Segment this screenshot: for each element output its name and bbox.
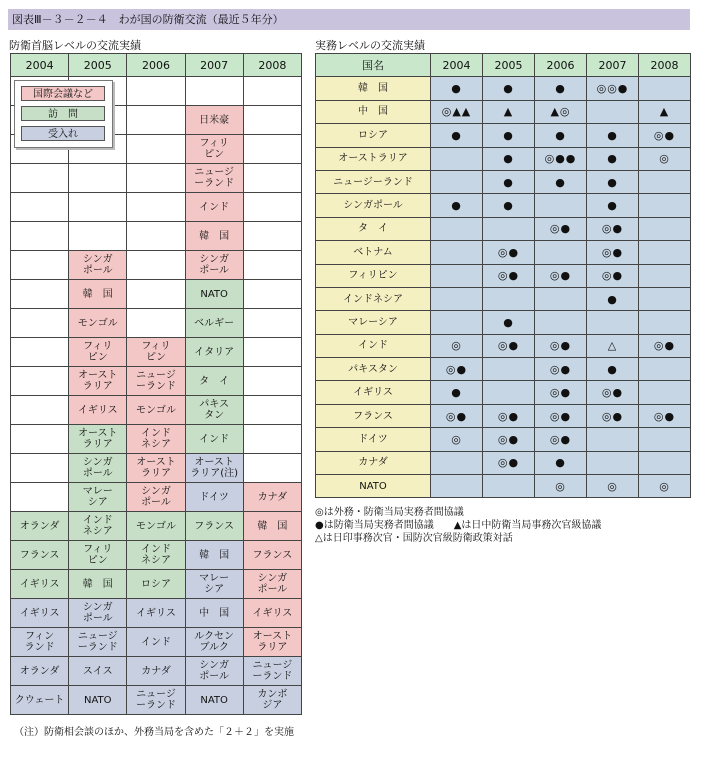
country-cell: フィリ ピン [127,338,185,367]
table-row [316,287,691,310]
table-row [316,124,691,147]
exchange-marks: ● [587,170,639,193]
exchange-marks: ▲ [483,100,535,123]
year-header: 2007 [185,54,243,77]
empty-cell [11,338,69,367]
country-name: タ イ [316,217,431,240]
country-cell: 韓 国 [185,222,243,251]
table-row [11,193,302,222]
table-row [11,657,302,686]
exchange-marks: ◎●● [535,147,587,170]
exchange-marks [587,428,639,451]
empty-cell [127,135,185,164]
exchange-marks: ▲◎ [535,100,587,123]
country-name: フランス [316,404,431,427]
year-header: 2005 [69,54,127,77]
exchange-marks [431,311,483,334]
legend [14,80,113,148]
table-row [11,599,302,628]
country-cell: フランス [185,512,243,541]
empty-cell [11,222,69,251]
table-row [11,164,302,193]
country-cell: NATO [185,686,243,715]
exchange-marks: ● [535,451,587,474]
exchange-marks: ◎● [431,358,483,381]
exchange-marks [431,264,483,287]
exchange-marks: ◎● [587,381,639,404]
empty-cell [11,396,69,425]
legend-visit: 訪 問 [21,106,105,121]
country-cell: イギリス [127,599,185,628]
exchange-marks: ● [535,77,587,100]
country-cell: カナダ [127,657,185,686]
table-row [316,358,691,381]
empty-cell [69,164,127,193]
exchange-marks: ● [535,124,587,147]
exchange-marks [431,241,483,264]
empty-cell [127,77,185,106]
exchange-marks [535,287,587,310]
exchange-marks: ◎ [431,428,483,451]
exchange-marks [483,287,535,310]
exchange-marks: ◎● [483,428,535,451]
exchange-marks: ◎ [587,475,639,498]
country-cell: 韓 国 [185,541,243,570]
empty-cell [243,222,301,251]
empty-cell [11,483,69,512]
note-line: △は日印事務次官・国防次官級防衛政策対話 [315,533,513,544]
exchange-marks: ◎● [535,404,587,427]
table-row [11,483,302,512]
year-header: 2008 [639,54,691,77]
country-cell: フィン ランド [11,628,69,657]
country-name: NATO [316,475,431,498]
country-name: シンガポール [316,194,431,217]
exchange-marks: ▲ [639,100,691,123]
country-cell: オランダ [11,512,69,541]
exchange-marks [483,475,535,498]
empty-cell [127,106,185,135]
country-cell: イギリス [11,570,69,599]
country-cell: カンボ ジア [243,686,301,715]
country-cell: スイス [69,657,127,686]
country-cell: フィリ ピン [185,135,243,164]
empty-cell [127,280,185,309]
exchange-marks [639,311,691,334]
country-cell: イギリス [69,396,127,425]
country-cell: フィリ ピン [69,541,127,570]
table-row [11,512,302,541]
exchange-marks: ● [483,311,535,334]
empty-cell [11,251,69,280]
country-cell: ルクセン ブルク [185,628,243,657]
exchange-marks: ◎● [483,451,535,474]
exchange-marks [639,77,691,100]
empty-cell [243,106,301,135]
year-header: 2006 [535,54,587,77]
exchange-marks: ◎● [483,334,535,357]
table-row [316,311,691,334]
empty-cell [185,77,243,106]
country-cell: 韓 国 [243,512,301,541]
country-cell: ニュージ ーランド [69,628,127,657]
year-header: 2007 [587,54,639,77]
empty-cell [127,164,185,193]
table-row [11,396,302,425]
table-row [11,280,302,309]
country-cell: イギリス [243,599,301,628]
legend-reception: 受入れ [21,126,105,141]
country-name: インドネシア [316,287,431,310]
exchange-marks: ◎● [587,404,639,427]
country-cell: オースト ラリア [243,628,301,657]
country-cell: インド ネシア [127,541,185,570]
country-cell: オースト ラリア [127,454,185,483]
exchange-marks: ◎● [535,428,587,451]
exchange-marks: ◎ [535,475,587,498]
exchange-marks: ◎● [639,334,691,357]
year-header-row [11,54,302,77]
table-row [316,428,691,451]
country-cell: ニュージ ーランド [127,367,185,396]
exchange-marks: ◎● [535,358,587,381]
empty-cell [243,367,301,396]
table-row [316,77,691,100]
exchange-marks: ◎● [483,264,535,287]
exchange-marks [431,170,483,193]
country-name: マレーシア [316,311,431,334]
table-row [316,194,691,217]
empty-cell [243,135,301,164]
empty-cell [11,425,69,454]
empty-cell [243,77,301,106]
exchange-marks: ◎◎● [587,77,639,100]
country-name: ロシア [316,124,431,147]
exchange-marks: ● [587,194,639,217]
table-row [11,570,302,599]
empty-cell [127,251,185,280]
table-row [316,100,691,123]
country-cell: 韓 国 [69,570,127,599]
empty-cell [243,193,301,222]
empty-cell [11,367,69,396]
year-header: 2005 [483,54,535,77]
table-row [11,425,302,454]
exchange-marks: ● [587,358,639,381]
exchange-marks [431,451,483,474]
header-row [316,54,691,77]
exchange-marks [587,100,639,123]
table-row [11,222,302,251]
empty-cell [127,222,185,251]
country-name: フィリピン [316,264,431,287]
country-cell: マレー シア [69,483,127,512]
exchange-marks [639,428,691,451]
country-cell: オースト ラリア [69,425,127,454]
exchange-marks: ◎ [639,475,691,498]
table-row [316,404,691,427]
country-cell: ニュージ ーランド [243,657,301,686]
country-cell: モンゴル [127,512,185,541]
country-name: ニュージーランド [316,170,431,193]
empty-cell [11,309,69,338]
country-cell: シンガ ポール [69,251,127,280]
table-row [11,338,302,367]
country-cell: オランダ [11,657,69,686]
year-header: 2008 [243,54,301,77]
exchange-marks: ◎▲▲ [431,100,483,123]
empty-cell [127,309,185,338]
table-row [316,451,691,474]
country-cell: ニュージ ーランド [185,164,243,193]
country-cell: インド ネシア [69,512,127,541]
exchange-marks: ◎● [535,381,587,404]
right-section-title: 実務レベルの交流実績 [315,39,425,52]
empty-cell [243,164,301,193]
exchange-marks: ● [587,147,639,170]
table-row [11,454,302,483]
country-cell: フランス [243,541,301,570]
left-section-title: 防衛首脳レベルの交流実績 [9,39,141,52]
country-cell: ドイツ [185,483,243,512]
table-row [316,381,691,404]
exchange-marks [639,358,691,381]
exchange-marks [639,451,691,474]
country-cell: カナダ [243,483,301,512]
country-name: イギリス [316,381,431,404]
exchange-marks [483,381,535,404]
exchange-marks: ◎ [639,147,691,170]
exchange-marks [639,381,691,404]
exchange-marks [431,287,483,310]
exchange-marks: ◎● [483,404,535,427]
exchange-marks: ● [431,77,483,100]
year-header: 2006 [127,54,185,77]
country-cell: パキス タン [185,396,243,425]
exchange-marks: △ [587,334,639,357]
country-cell: シンガ ポール [185,657,243,686]
exchange-marks: ● [587,287,639,310]
empty-cell [243,454,301,483]
exchange-marks: ● [483,194,535,217]
exchange-marks: ◎● [535,217,587,240]
empty-cell [127,193,185,222]
exchange-marks: ● [431,381,483,404]
exchange-marks [639,217,691,240]
exchange-marks [535,241,587,264]
exchange-marks: ◎● [587,217,639,240]
table-row [316,264,691,287]
country-cell: モンゴル [69,309,127,338]
country-cell: オースト ラリア(注) [185,454,243,483]
empty-cell [243,309,301,338]
country-cell: イタリア [185,338,243,367]
country-cell: 韓 国 [69,280,127,309]
exchange-marks: ● [431,194,483,217]
empty-cell [243,338,301,367]
exchange-marks: ◎● [587,241,639,264]
exchange-marks [639,194,691,217]
country-name: パキスタン [316,358,431,381]
note-line: ●は防衛当局実務者間協議 ▲は日中防衛当局事務次官級協議 [315,520,602,531]
country-cell: ロシア [127,570,185,599]
table-row [316,217,691,240]
country-cell: モンゴル [127,396,185,425]
country-cell: NATO [185,280,243,309]
empty-cell [69,193,127,222]
country-cell: 日米豪 [185,106,243,135]
exchange-marks: ● [535,170,587,193]
leader-exchange-table [10,53,302,715]
exchange-marks: ● [431,124,483,147]
exchange-marks: ● [483,147,535,170]
table-row [316,241,691,264]
exchange-marks [431,475,483,498]
exchange-marks [587,311,639,334]
country-cell: クウェート [11,686,69,715]
country-cell: シンガ ポール [243,570,301,599]
exchange-marks: ◎● [587,264,639,287]
year-header: 2004 [11,54,69,77]
country-cell: インド [185,425,243,454]
exchange-marks [639,241,691,264]
table-row [316,475,691,498]
exchange-marks: ◎● [431,404,483,427]
exchange-marks [431,147,483,170]
country-cell: ニュージ ーランド [127,686,185,715]
table-row [11,541,302,570]
table-row [316,170,691,193]
empty-cell [69,222,127,251]
country-name: 韓 国 [316,77,431,100]
empty-cell [11,164,69,193]
exchange-marks [639,170,691,193]
empty-cell [243,251,301,280]
table-row [11,309,302,338]
country-cell: シンガ ポール [69,599,127,628]
country-cell: フィリ ピン [69,338,127,367]
exchange-marks [483,358,535,381]
empty-cell [243,425,301,454]
empty-cell [11,454,69,483]
exchange-marks: ◎ [431,334,483,357]
empty-cell [11,280,69,309]
exchange-marks: ● [483,124,535,147]
working-level-table [315,53,691,498]
country-cell: シンガ ポール [185,251,243,280]
note-line: ◎は外務・防衛当局実務者間協議 [315,507,464,518]
exchange-marks [587,451,639,474]
exchange-marks: ◎● [483,241,535,264]
country-name: ドイツ [316,428,431,451]
empty-cell [243,280,301,309]
country-name: オーストラリア [316,147,431,170]
empty-cell [11,193,69,222]
country-cell: シンガ ポール [127,483,185,512]
country-name: ベトナム [316,241,431,264]
country-cell: タ イ [185,367,243,396]
empty-cell [243,396,301,425]
right-legend-notes [315,506,601,545]
exchange-marks: ● [587,124,639,147]
exchange-marks [483,217,535,240]
exchange-marks: ● [483,170,535,193]
exchange-marks: ◎● [535,264,587,287]
country-cell: オースト ラリア [69,367,127,396]
table-row [11,367,302,396]
exchange-marks: ◎● [639,404,691,427]
year-header: 2004 [431,54,483,77]
table-row [316,147,691,170]
table-row [316,334,691,357]
exchange-marks [535,194,587,217]
country-cell: シンガ ポール [69,454,127,483]
country-cell: インド ネシア [127,425,185,454]
country-cell: フランス [11,541,69,570]
country-column-header: 国名 [316,54,431,77]
legend-international-conference: 国際会議など [21,86,105,101]
figure-title: 図表Ⅲ－３－２－４ わが国の防衛交流（最近５年分） [8,9,690,30]
exchange-marks: ◎● [535,334,587,357]
exchange-marks [431,217,483,240]
table-row [11,251,302,280]
country-cell: インド [185,193,243,222]
country-cell: ベルギー [185,309,243,338]
country-name: インド [316,334,431,357]
exchange-marks [639,264,691,287]
country-cell: NATO [69,686,127,715]
country-cell: 中 国 [185,599,243,628]
country-name: カナダ [316,451,431,474]
country-cell: インド [127,628,185,657]
table-row [11,686,302,715]
country-cell: イギリス [11,599,69,628]
country-cell: マレー シア [185,570,243,599]
table-row [11,628,302,657]
exchange-marks: ● [483,77,535,100]
exchange-marks [535,311,587,334]
exchange-marks [639,287,691,310]
exchange-marks: ◎● [639,124,691,147]
left-footnote: （注）防衛相会談のほか、外務当局を含めた「２＋２」を実施 [14,727,294,738]
country-name: 中 国 [316,100,431,123]
